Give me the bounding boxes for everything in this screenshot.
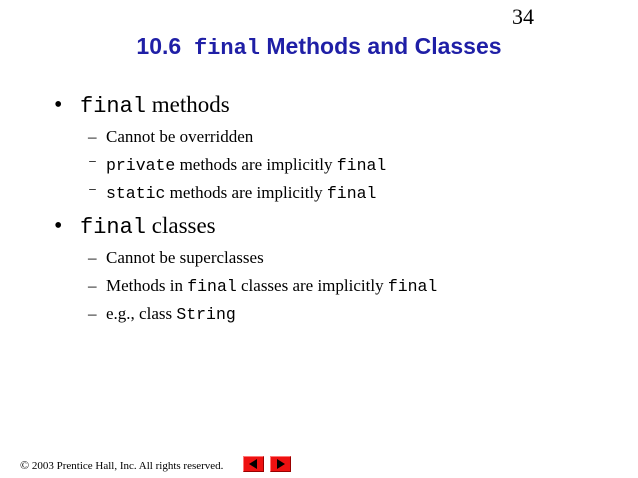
sub-bullet-dash: ⁻ bbox=[88, 183, 97, 202]
sub-bullet-private-methods bbox=[88, 155, 386, 176]
bullet-dot: • bbox=[54, 213, 63, 239]
slide-number: 34 bbox=[512, 4, 534, 29]
sub-bullet-dash: – bbox=[88, 276, 97, 295]
sub-bullet-text: classes are implicitly bbox=[236, 276, 388, 295]
sub-bullet-code: final bbox=[326, 184, 377, 203]
sub-bullet-code: final bbox=[187, 277, 237, 296]
footer-copyright bbox=[20, 458, 223, 473]
sub-bullet-code: static bbox=[106, 184, 166, 203]
sub-bullet-code: final bbox=[387, 277, 438, 296]
title-code-keyword: final bbox=[193, 36, 260, 61]
sub-bullet-text: methods are implicitly bbox=[175, 155, 337, 174]
sub-bullet-class-string-example bbox=[88, 304, 236, 325]
sub-bullet-dash: – bbox=[88, 248, 97, 267]
sub-bullet-methods-in-final-classes bbox=[88, 276, 437, 297]
sub-bullet-code: private bbox=[106, 156, 176, 175]
bullet-final-classes bbox=[55, 213, 216, 241]
sub-bullet-text: Cannot be overridden bbox=[106, 127, 254, 146]
footer-text: 2003 Prentice Hall, Inc. All rights reserved. bbox=[29, 460, 224, 472]
bullet-label: methods bbox=[151, 92, 230, 117]
title-text: Methods and Classes bbox=[266, 33, 502, 59]
sub-bullet-static-methods bbox=[88, 183, 376, 204]
sub-bullet-cannot-be-overridden bbox=[88, 127, 253, 147]
sub-bullet-dash: ⁻ bbox=[88, 155, 97, 174]
next-slide-button[interactable] bbox=[270, 456, 291, 472]
arrow-left-icon bbox=[244, 457, 263, 471]
previous-slide-button[interactable] bbox=[243, 456, 264, 472]
sub-bullet-code: final bbox=[336, 156, 387, 175]
copyright-symbol: © bbox=[20, 458, 30, 472]
sub-bullet-text: methods are implicitly bbox=[165, 183, 327, 202]
title-section-number: 10.6 bbox=[136, 33, 182, 59]
sub-bullet-text: Cannot be superclasses bbox=[106, 248, 264, 267]
sub-bullet-dash: – bbox=[88, 304, 97, 323]
sub-bullet-text: e.g., class bbox=[106, 304, 177, 323]
sub-bullet-dash: – bbox=[88, 127, 97, 146]
sub-bullet-cannot-be-superclasses bbox=[88, 248, 264, 268]
bullet-dot: • bbox=[54, 92, 63, 118]
bullet-label: classes bbox=[151, 213, 216, 238]
bullet-final-methods bbox=[55, 92, 230, 120]
sub-bullet-code: String bbox=[176, 305, 236, 324]
bullet-code: final bbox=[80, 215, 147, 240]
arrow-right-icon bbox=[271, 457, 290, 471]
bullet-code: final bbox=[80, 94, 147, 119]
sub-bullet-text: Methods in bbox=[106, 276, 188, 295]
slide-title bbox=[0, 33, 638, 61]
